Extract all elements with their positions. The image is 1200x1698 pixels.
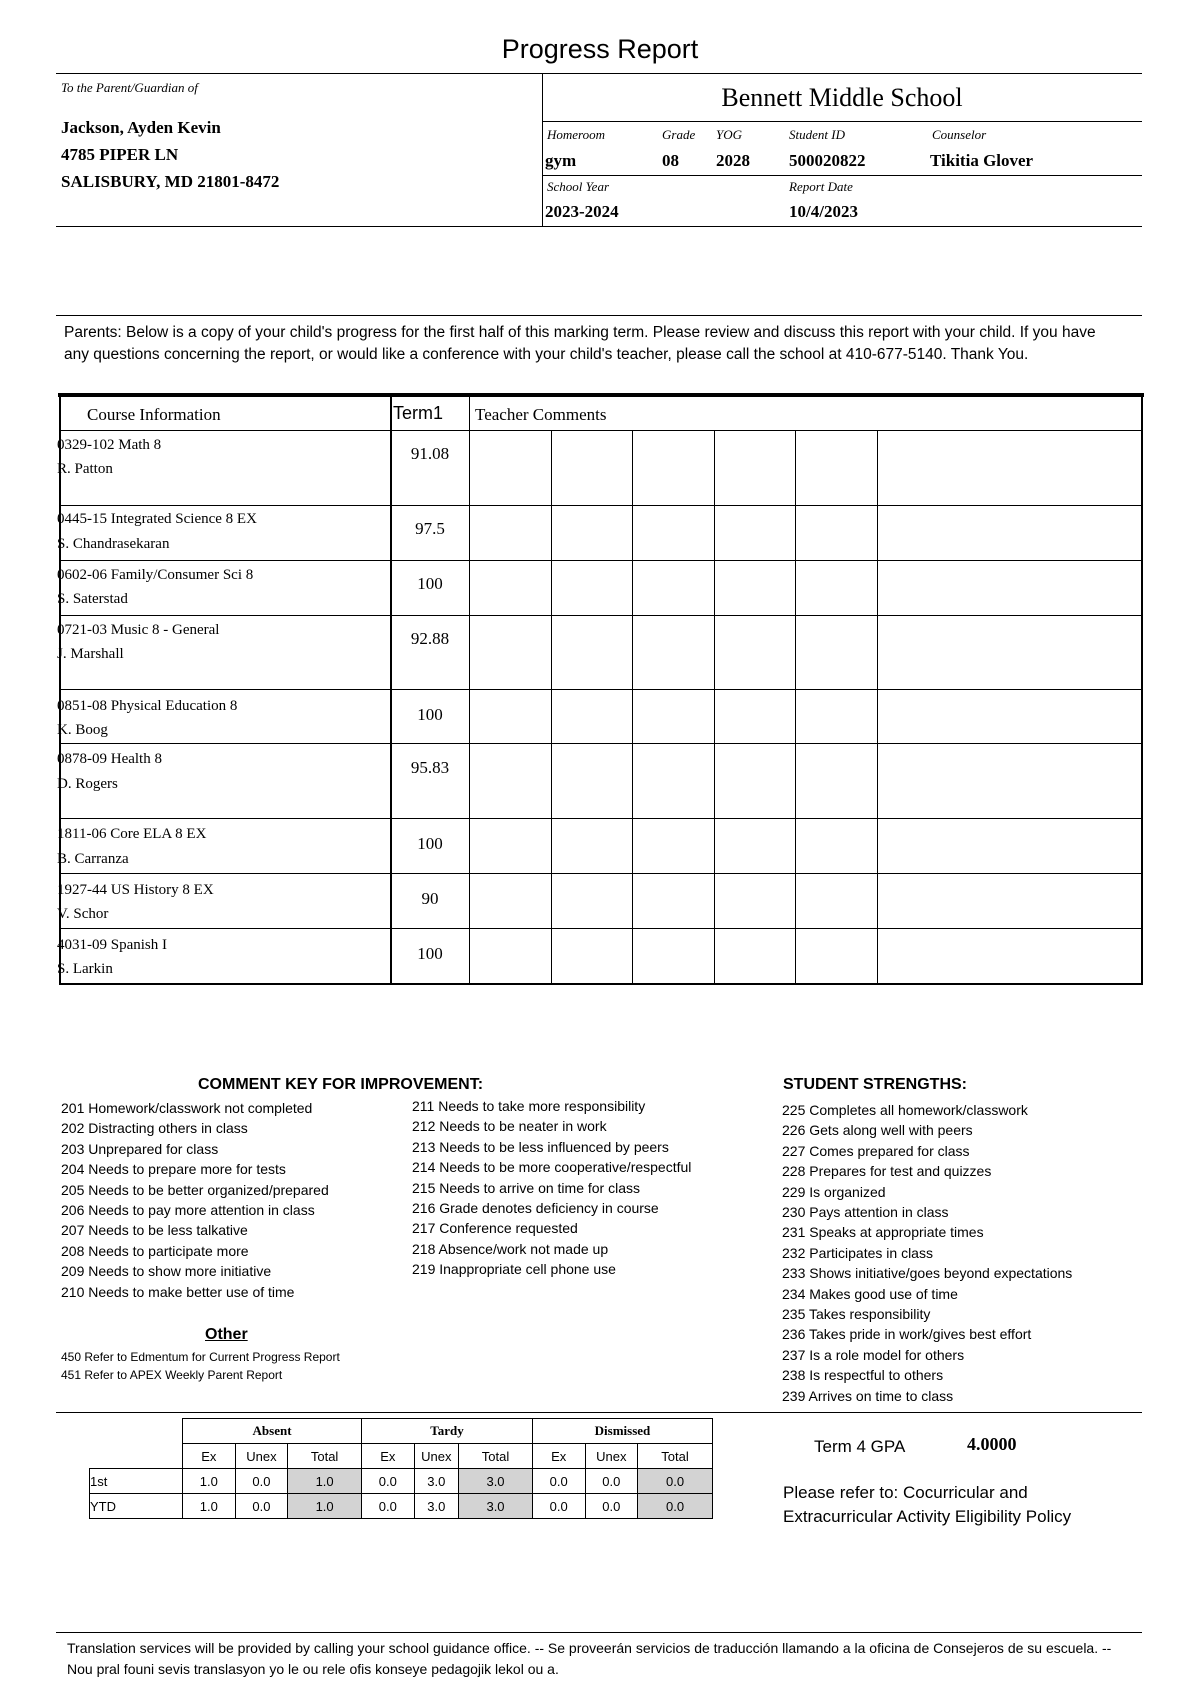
- eligibility-note: Please refer to: Cocurricular and Extracurricular Activity Eligibility Policy: [783, 1483, 1072, 1526]
- strength-code: 237 Is a role model for others: [782, 1346, 965, 1363]
- translation-footer: Translation services will be provided by calling your school guidance office. -- Se proveerán servicios de traducción llamando a la oficina de Consejeros de su escuela. -- Nou pral founi sevis translasyon yo le ou rele ofis konseye pedagojik lekol ou a.: [67, 1640, 1112, 1677]
- course-name: 0329-102 Math 8: [57, 437, 162, 453]
- comment-code: 201 Homework/classwork not completed: [61, 1100, 313, 1116]
- strength-code: 235 Takes responsibility: [782, 1306, 931, 1323]
- att-value: 1.0: [183, 1494, 236, 1519]
- ex-header: Ex: [362, 1444, 415, 1469]
- dismissed-header: Dismissed: [532, 1419, 712, 1444]
- improvement-list-2: [412, 1096, 691, 1280]
- strength-code: 236 Takes pride in work/gives best effort: [782, 1326, 1032, 1343]
- ex-header: Ex: [532, 1444, 585, 1469]
- course-name: 0602-06 Family/Consumer Sci 8: [57, 567, 254, 583]
- absent-header: Absent: [183, 1419, 362, 1444]
- counselor-label: Counselor: [932, 127, 987, 142]
- attendance-table: [89, 1418, 713, 1519]
- student-address-line1: 4785 PIPER LN: [61, 145, 179, 164]
- unex-header: Unex: [235, 1444, 288, 1469]
- strengths-title: STUDENT STRENGTHS:: [783, 1076, 967, 1093]
- att-total: 3.0: [459, 1469, 533, 1494]
- improvement-list-1: [61, 1098, 329, 1302]
- comment-code: 217 Conference requested: [412, 1220, 578, 1237]
- teacher-comments-header: Teacher Comments: [475, 405, 607, 424]
- gpa-label: Term 4 GPA: [814, 1437, 906, 1456]
- row-label: 1st: [90, 1469, 183, 1494]
- att-value: 0.0: [585, 1469, 638, 1494]
- to-parent-label: To the Parent/Guardian of: [61, 80, 198, 95]
- yog-value: 2028: [716, 151, 750, 170]
- report-date-label: Report Date: [789, 179, 853, 194]
- course-name: 1811-06 Core ELA 8 EX: [57, 826, 207, 842]
- comment-code: 210 Needs to make better use of time: [61, 1283, 295, 1300]
- course-teacher: D. Rogers: [57, 776, 118, 792]
- strength-code: 239 Arrives on time to class: [782, 1387, 954, 1404]
- course-name: 0445-15 Integrated Science 8 EX: [57, 511, 257, 527]
- grade-label: Grade: [662, 127, 696, 142]
- course-teacher: R. Patton: [57, 461, 113, 477]
- term-header: Term1: [393, 403, 444, 423]
- strength-code: 238 Is respectful to others: [782, 1367, 944, 1384]
- comment-code: 219 Inappropriate cell phone use: [412, 1261, 616, 1278]
- course-name: 1927-44 US History 8 EX: [57, 882, 214, 898]
- unex-header: Unex: [585, 1444, 638, 1469]
- row-label: YTD: [90, 1494, 183, 1519]
- comment-code: 206 Needs to pay more attention in class: [61, 1202, 315, 1219]
- course-teacher: K. Boog: [57, 722, 108, 738]
- att-total: 3.0: [459, 1494, 533, 1519]
- student-id-label: Student ID: [789, 127, 845, 142]
- comment-code: 207 Needs to be less talkative: [61, 1222, 248, 1239]
- att-value: 1.0: [183, 1469, 236, 1494]
- other-title: Other: [205, 1326, 248, 1343]
- course-grade: 95.83: [410, 758, 450, 777]
- strength-code: 231 Speaks at appropriate times: [782, 1224, 984, 1241]
- course-info-header: Course Information: [87, 405, 221, 424]
- course-name: 0878-09 Health 8: [57, 751, 162, 767]
- att-value: 0.0: [362, 1494, 415, 1519]
- strength-code: 227 Comes prepared for class: [782, 1142, 970, 1159]
- page-title: Progress Report: [501, 34, 699, 64]
- course-grade: 100: [417, 705, 443, 724]
- course-teacher: J. Marshall: [57, 646, 124, 662]
- att-value: 3.0: [414, 1494, 459, 1519]
- other-item: 450 Refer to Edmentum for Current Progress Report: [61, 1350, 340, 1364]
- course-name: 0721-03 Music 8 - General: [57, 622, 220, 638]
- comment-code: 212 Needs to be neater in work: [412, 1118, 607, 1135]
- comment-code: 218 Absence/work not made up: [412, 1240, 609, 1257]
- strength-code: 229 Is organized: [782, 1183, 886, 1200]
- other-item: 451 Refer to APEX Weekly Parent Report: [61, 1368, 283, 1382]
- comment-code: 213 Needs to be less influenced by peers: [412, 1138, 669, 1155]
- strengths-list: [782, 1100, 1072, 1406]
- grades-table: [59, 397, 1143, 985]
- comment-code: 203 Unprepared for class: [61, 1140, 219, 1157]
- total-header: Total: [638, 1444, 713, 1469]
- total-header: Total: [459, 1444, 533, 1469]
- att-value: 0.0: [532, 1469, 585, 1494]
- course-teacher: S. Larkin: [57, 961, 113, 977]
- student-id-value: 500020822: [789, 151, 866, 170]
- att-value: 3.0: [414, 1469, 459, 1494]
- school-year-label: School Year: [547, 179, 609, 194]
- comment-code: 216 Grade denotes deficiency in course: [412, 1200, 659, 1217]
- comment-code: 208 Needs to participate more: [61, 1242, 249, 1259]
- att-value: 0.0: [235, 1494, 288, 1519]
- header-top-rule: [56, 73, 1142, 74]
- yog-label: YOG: [716, 127, 743, 142]
- gpa-value: 4.0000: [967, 1434, 1017, 1454]
- parent-notice: Parents: Below is a copy of your child's progress for the first half of this marking term. Please review and discuss this report with your child. If you have any questions concerning the report, or would like a conference with your child's teacher, please call the school at 410-677-5140. Thank You.: [64, 324, 1096, 363]
- course-grade: 100: [417, 944, 443, 963]
- course-name: 0851-08 Physical Education 8: [57, 698, 238, 714]
- comment-code: 205 Needs to be better organized/prepared: [61, 1181, 329, 1198]
- grade-value: 08: [662, 151, 679, 170]
- homeroom-label: Homeroom: [547, 127, 606, 142]
- improvement-title: COMMENT KEY FOR IMPROVEMENT:: [198, 1076, 484, 1093]
- student-address-line2: SALISBURY, MD 21801-8472: [61, 172, 280, 191]
- strength-code: 234 Makes good use of time: [782, 1285, 958, 1302]
- header-bottom-rule: [56, 226, 1142, 227]
- course-grade: 92.88: [410, 629, 450, 648]
- att-value: 0.0: [585, 1494, 638, 1519]
- att-value: 0.0: [235, 1469, 288, 1494]
- course-teacher: V. Schor: [57, 906, 109, 922]
- att-total: 1.0: [288, 1469, 362, 1494]
- course-grade: 97.5: [415, 519, 445, 538]
- comment-code: 204 Needs to prepare more for tests: [61, 1161, 286, 1178]
- att-total: 0.0: [638, 1469, 713, 1494]
- strength-code: 233 Shows initiative/goes beyond expectations: [782, 1265, 1073, 1282]
- comment-code: 215 Needs to arrive on time for class: [412, 1179, 640, 1196]
- course-grade: 91.08: [410, 444, 450, 463]
- tardy-header: Tardy: [362, 1419, 533, 1444]
- school-year-value: 2023-2024: [545, 202, 619, 221]
- course-teacher: S. Saterstad: [57, 591, 128, 607]
- course-name: 4031-09 Spanish I: [57, 937, 167, 953]
- counselor-value: Tikitia Glover: [930, 151, 1034, 170]
- report-date-value: 10/4/2023: [789, 202, 858, 221]
- comment-code: 214 Needs to be more cooperative/respectful: [412, 1159, 692, 1176]
- course-grade: 100: [417, 574, 443, 593]
- course-grade: 100: [417, 834, 443, 853]
- strength-code: 230 Pays attention in class: [782, 1204, 949, 1221]
- comment-code: 202 Distracting others in class: [61, 1120, 248, 1137]
- strength-code: 232 Participates in class: [782, 1244, 933, 1261]
- att-value: 0.0: [532, 1494, 585, 1519]
- att-value: 0.0: [362, 1469, 415, 1494]
- unex-header: Unex: [414, 1444, 459, 1469]
- student-name: Jackson, Ayden Kevin: [61, 118, 221, 137]
- strength-code: 225 Completes all homework/classwork: [782, 1102, 1028, 1118]
- school-name: Bennett Middle School: [721, 83, 963, 112]
- comment-code: 209 Needs to show more initiative: [61, 1263, 272, 1280]
- total-header: Total: [288, 1444, 362, 1469]
- strength-code: 228 Prepares for test and quizzes: [782, 1163, 992, 1180]
- att-total: 1.0: [288, 1494, 362, 1519]
- course-grade: 90: [421, 889, 439, 908]
- course-teacher: B. Carranza: [57, 851, 129, 867]
- att-total: 0.0: [638, 1494, 713, 1519]
- homeroom-value: gym: [545, 151, 577, 170]
- comment-code: 211 Needs to take more responsibility: [412, 1098, 646, 1114]
- ex-header: Ex: [183, 1444, 236, 1469]
- course-teacher: S. Chandrasekaran: [57, 536, 170, 552]
- strength-code: 226 Gets along well with peers: [782, 1122, 973, 1139]
